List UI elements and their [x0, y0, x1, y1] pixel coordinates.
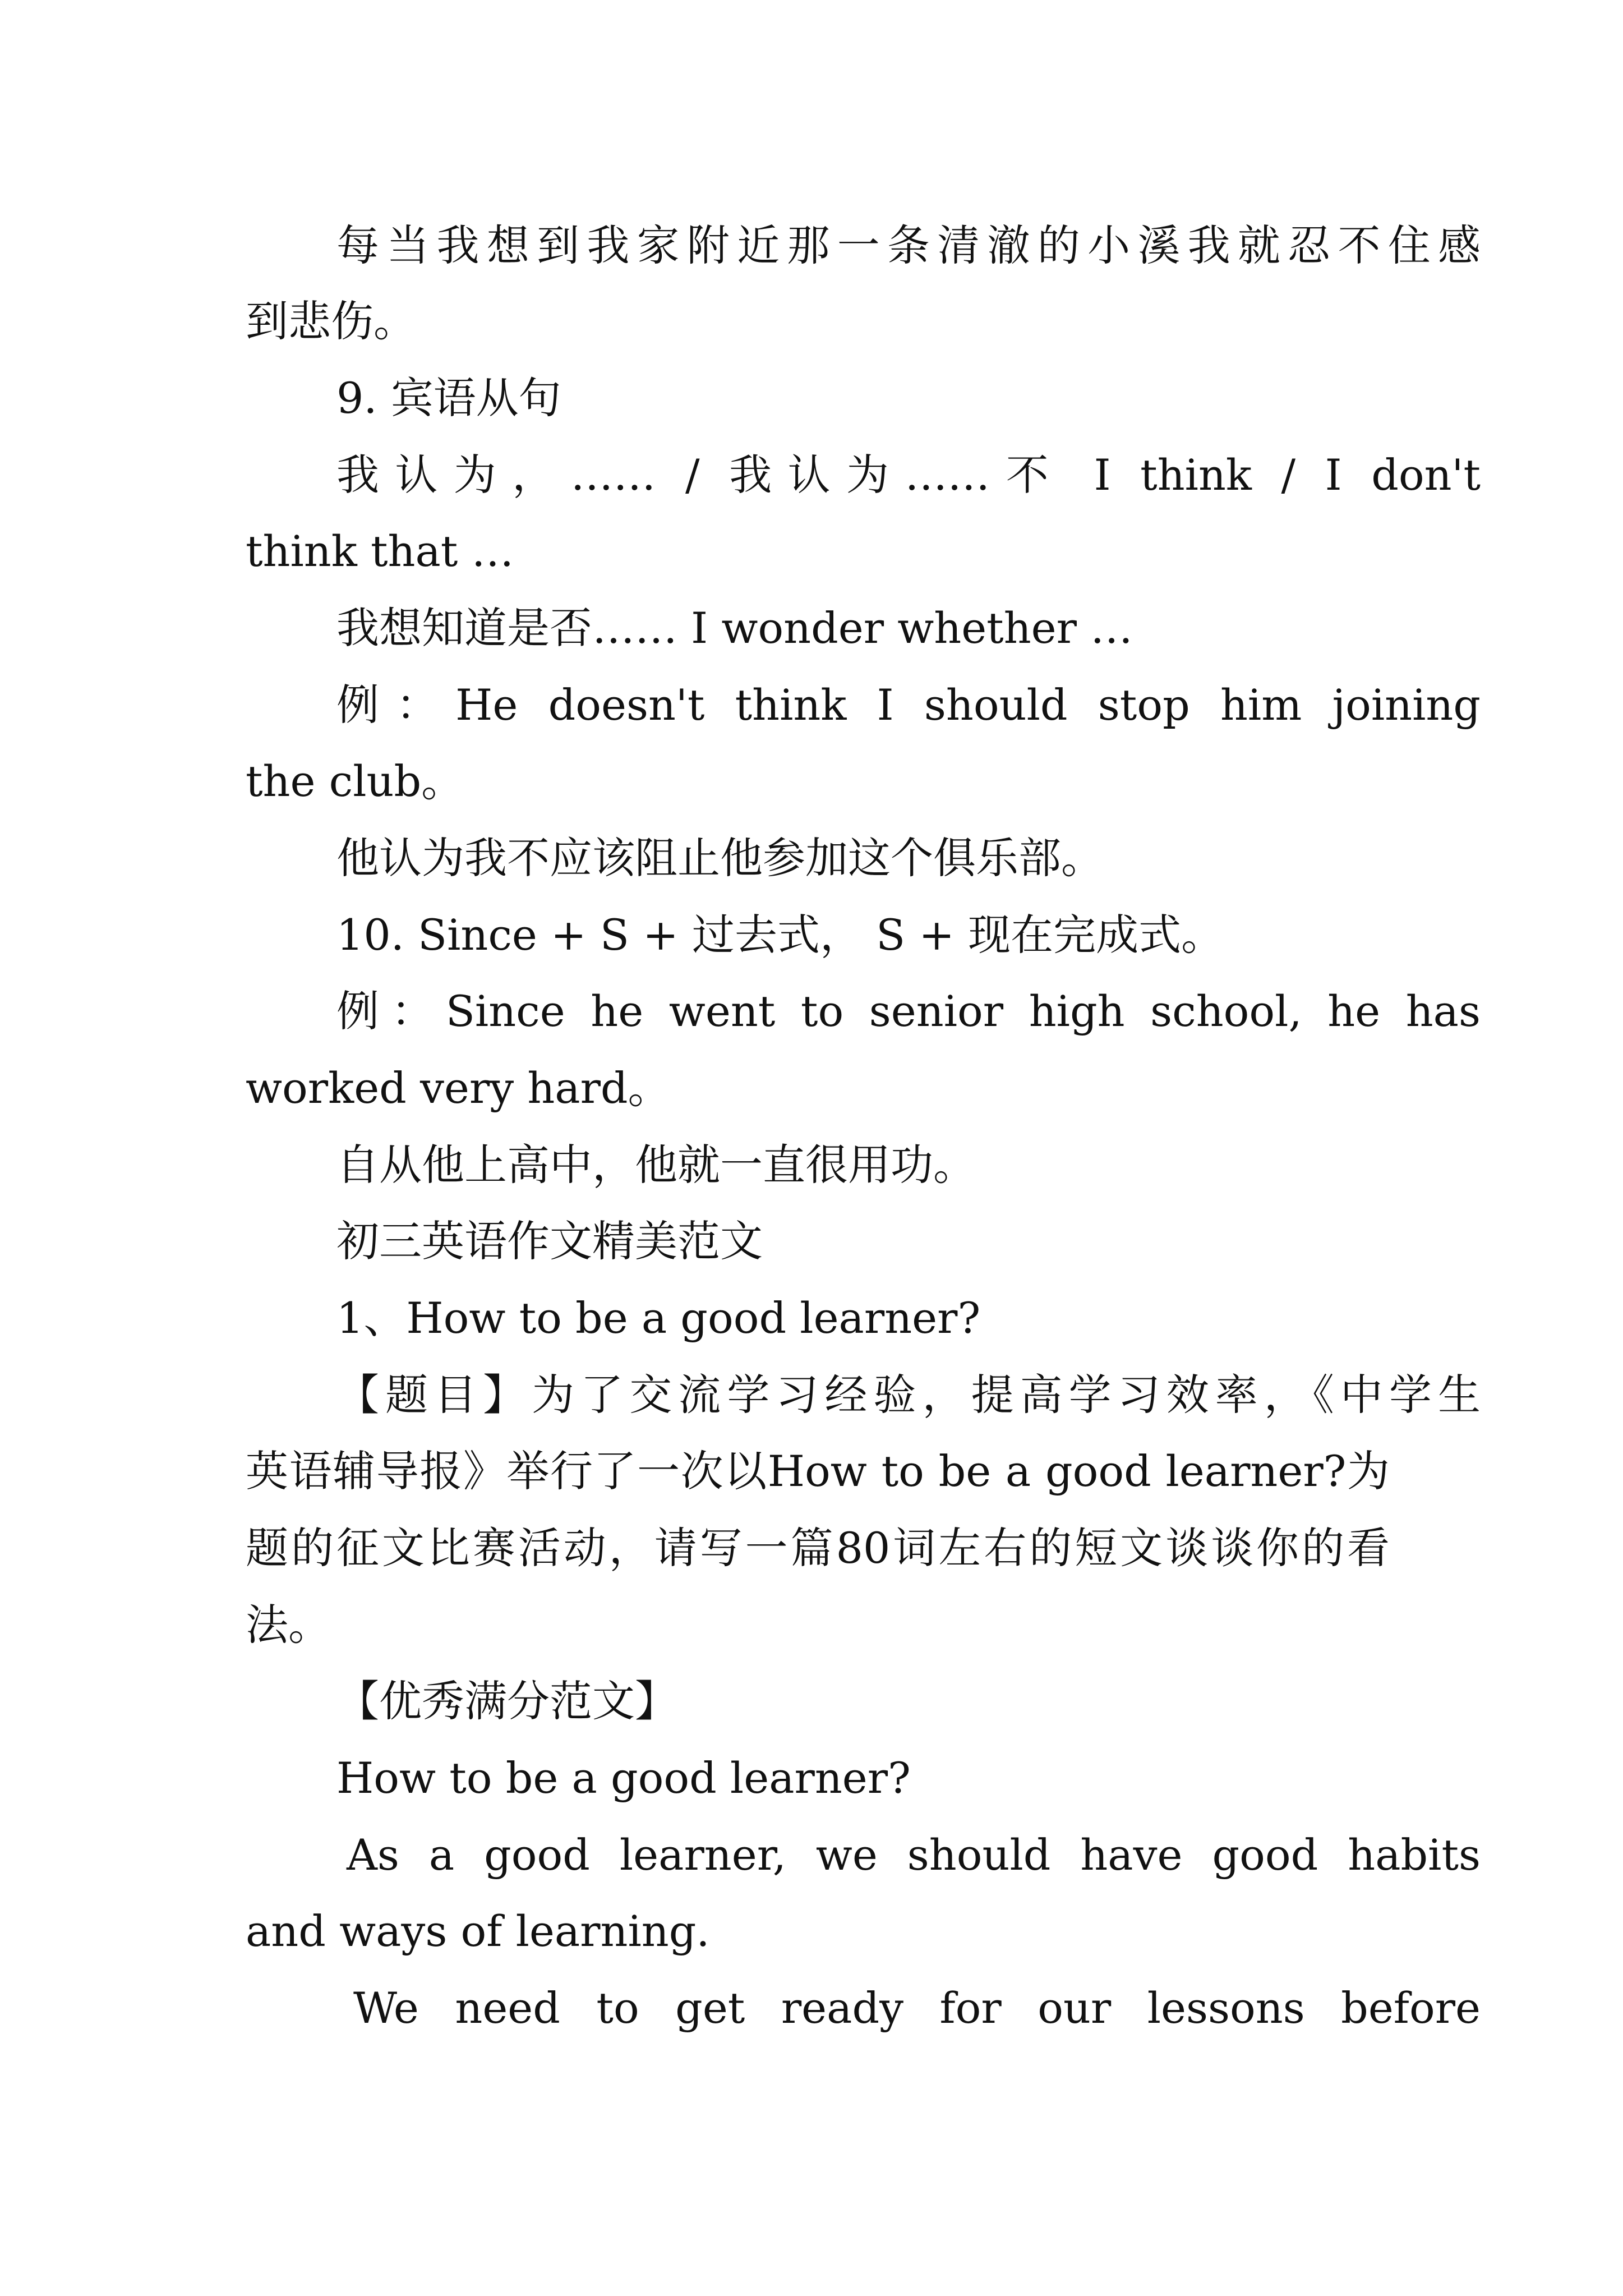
- paragraph-line-4: 我认为，…… / 我认为……不 I think / I don't: [336, 450, 1481, 500]
- translation-line-13: 自从他上高中，他就一直很用功。: [336, 1140, 976, 1190]
- example-line-7: 例：He doesn't think I should stop him joining: [336, 680, 1481, 730]
- example-line-8: the club。: [246, 756, 464, 806]
- prompt-line-16: 【题目】为了交流学习经验，提高学习效率，《中学生: [336, 1370, 1481, 1420]
- section-title: 初三英语作文精美范文: [336, 1216, 763, 1266]
- essay-title-1: 1、How to be a good learner?: [336, 1293, 981, 1343]
- translation-line-9: 他认为我不应该阻止他参加这个俱乐部。: [336, 833, 1104, 883]
- paragraph-line-2: 到悲伤。: [246, 296, 416, 346]
- paragraph-line-5: think that …: [246, 526, 514, 576]
- prompt-line-18: 题的征文比赛活动，请写一篇80词左右的短文谈谈你的看: [246, 1523, 1390, 1573]
- example-line-11: 例：Since he went to senior high school, he has: [336, 986, 1481, 1036]
- paragraph-line-1: 每当我想到我家附近那一条清澈的小溪我就忍不住感: [336, 220, 1481, 270]
- paragraph-line-6: 我想知道是否…… I wonder whether …: [336, 603, 1133, 653]
- prompt-line-19: 法。: [246, 1600, 331, 1650]
- prompt-line-17: 英语辅导报》举行了一次以How to be a good learner?为: [246, 1446, 1390, 1496]
- example-line-12: worked very hard。: [246, 1063, 671, 1113]
- sample-title: How to be a good learner?: [336, 1753, 911, 1803]
- sample-line-23: and ways of learning.: [246, 1906, 710, 1956]
- sample-line-22: As a good learner, we should have good habits: [347, 1830, 1481, 1880]
- sample-heading: 【优秀满分范文】: [336, 1676, 677, 1726]
- sample-line-24: We need to get ready for our lessons before: [353, 1983, 1481, 2033]
- section-heading-10: 10. Since + S + 过去式， S + 现在完成式。: [336, 910, 1224, 960]
- section-heading-9: 9. 宾语从句: [336, 373, 561, 423]
